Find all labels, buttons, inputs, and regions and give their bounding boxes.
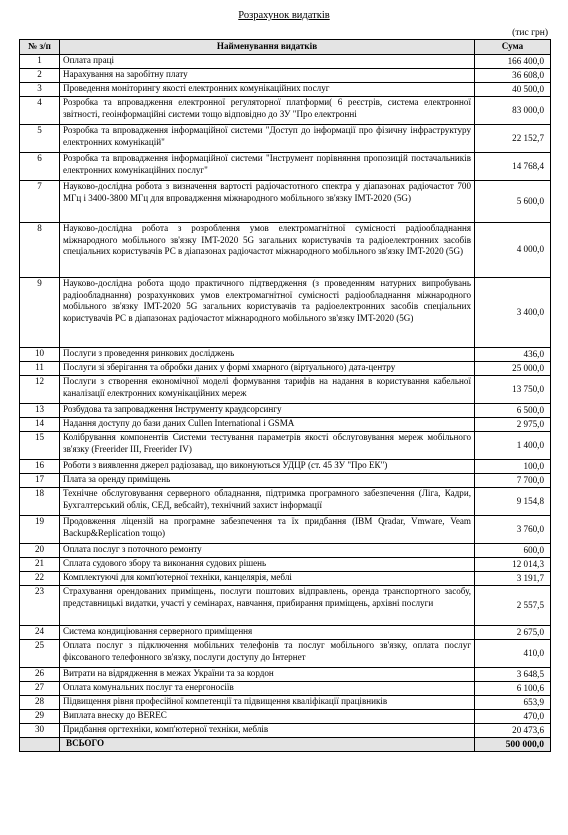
row-description: Науково-дослідна робота щодо практичного підтвердження (з проведенням натурних випробувань радіообладнання) розрахункових умов електромагнітної сумісності радіообладнання міжнародного мобільного зв'язку IMT-2020 5G загальних користувачів та радіоелектронних засобів спеціальних користувачів РС в діапазонах радіочастот міжнародного мобільного зв'язку IMT-2020 (5G) bbox=[60, 278, 475, 348]
row-description: Страхування орендованих приміщень, послуги поштових відправлень, оренда транспортного засобу, представницькі видатки, участі у семінарах, навчання, прибирання приміщень, архівні послуги bbox=[60, 586, 475, 626]
table-row bbox=[20, 460, 551, 474]
table-row bbox=[20, 418, 551, 432]
row-number: 9 bbox=[20, 278, 60, 348]
row-number: 24 bbox=[20, 626, 60, 640]
row-number: 25 bbox=[20, 640, 60, 668]
table-row bbox=[20, 83, 551, 97]
row-sum: 83 000,0 bbox=[475, 97, 551, 125]
table-row bbox=[20, 55, 551, 69]
row-description: Колібрування компонентів Системи тестування параметрів якості обслуговування мереж мобільного зв'язку (Freerider III, Freerider IV) bbox=[60, 432, 475, 460]
table-row bbox=[20, 724, 551, 738]
row-sum: 20 473,6 bbox=[475, 724, 551, 738]
row-number: 20 bbox=[20, 544, 60, 558]
row-number: 14 bbox=[20, 418, 60, 432]
row-description: Роботи з виявлення джерел радіозавад, що виконуються УДЦР (ст. 45 ЗУ "Про ЕК") bbox=[60, 460, 475, 474]
row-number: 4 bbox=[20, 97, 60, 125]
row-sum: 25 000,0 bbox=[475, 362, 551, 376]
row-sum: 3 648,5 bbox=[475, 668, 551, 682]
row-description: Послуги з створення економічної моделі формування тарифів на надання в користування кабельної каналізації електронних комунікаційних мереж bbox=[60, 376, 475, 404]
row-description: Комплектуючі для комп'ютерної техніки, канцелярія, меблі bbox=[60, 572, 475, 586]
row-number: 17 bbox=[20, 474, 60, 488]
row-description: Підвищення рівня професійної компетенції та підвищення кваліфікації працівників bbox=[60, 696, 475, 710]
table-row bbox=[20, 278, 551, 348]
row-number: 19 bbox=[20, 516, 60, 544]
row-sum: 2 975,0 bbox=[475, 418, 551, 432]
table-row bbox=[20, 125, 551, 153]
row-number: 6 bbox=[20, 153, 60, 181]
total-num bbox=[20, 738, 60, 752]
table-row bbox=[20, 572, 551, 586]
row-number: 13 bbox=[20, 404, 60, 418]
row-sum: 470,0 bbox=[475, 710, 551, 724]
row-number: 18 bbox=[20, 488, 60, 516]
row-number: 12 bbox=[20, 376, 60, 404]
row-number: 1 bbox=[20, 55, 60, 69]
table-row bbox=[20, 153, 551, 181]
row-sum: 5 600,0 bbox=[475, 181, 551, 223]
row-description: Проведення моніторингу якості електронних комунікаційних послуг bbox=[60, 83, 475, 97]
row-sum: 3 400,0 bbox=[475, 278, 551, 348]
table-header-row bbox=[20, 40, 551, 55]
row-number: 29 bbox=[20, 710, 60, 724]
row-sum: 653,9 bbox=[475, 696, 551, 710]
row-number: 11 bbox=[20, 362, 60, 376]
row-sum: 1 400,0 bbox=[475, 432, 551, 460]
row-sum: 600,0 bbox=[475, 544, 551, 558]
row-description: Надання доступу до бази даних Cullen International і GSMA bbox=[60, 418, 475, 432]
table-row bbox=[20, 640, 551, 668]
table-row bbox=[20, 223, 551, 278]
row-number: 21 bbox=[20, 558, 60, 572]
row-number: 8 bbox=[20, 223, 60, 278]
table-row bbox=[20, 432, 551, 460]
expenses-table bbox=[19, 39, 551, 752]
header-sum: Сума bbox=[475, 40, 551, 55]
table-row bbox=[20, 181, 551, 223]
table-row bbox=[20, 710, 551, 724]
row-sum: 12 014,3 bbox=[475, 558, 551, 572]
row-number: 22 bbox=[20, 572, 60, 586]
row-number: 30 bbox=[20, 724, 60, 738]
row-description: Оплата комунальних послуг та енергоносіїв bbox=[60, 682, 475, 696]
table-row bbox=[20, 362, 551, 376]
unit-label: (тис грн) bbox=[512, 28, 548, 38]
row-sum: 22 152,7 bbox=[475, 125, 551, 153]
row-sum: 6 100,6 bbox=[475, 682, 551, 696]
header-num: № з/п bbox=[20, 40, 60, 55]
row-sum: 410,0 bbox=[475, 640, 551, 668]
table-row bbox=[20, 404, 551, 418]
row-description: Придбання оргтехніки, комп'ютерної техніки, меблів bbox=[60, 724, 475, 738]
row-sum: 36 608,0 bbox=[475, 69, 551, 83]
row-sum: 2 557,5 bbox=[475, 586, 551, 626]
row-description: Виплата внеску до BEREC bbox=[60, 710, 475, 724]
row-sum: 13 750,0 bbox=[475, 376, 551, 404]
row-sum: 2 675,0 bbox=[475, 626, 551, 640]
table-row bbox=[20, 558, 551, 572]
row-number: 10 bbox=[20, 348, 60, 362]
table-row bbox=[20, 586, 551, 626]
row-description: Розробка та впровадження інформаційної системи "Інструмент порівняння пропозицій постачальників електронних комунікаційних послуг" bbox=[60, 153, 475, 181]
table-row bbox=[20, 69, 551, 83]
row-description: Система кондиціювання серверного приміщення bbox=[60, 626, 475, 640]
row-description: Розробка та впровадження інформаційної системи "Доступ до інформації про фізичну інфраструктуру електронних комунікацій" bbox=[60, 125, 475, 153]
row-description: Оплата послуг з поточного ремонту bbox=[60, 544, 475, 558]
row-number: 27 bbox=[20, 682, 60, 696]
row-sum: 3 760,0 bbox=[475, 516, 551, 544]
row-sum: 436,0 bbox=[475, 348, 551, 362]
row-description: Сплата судового збору та виконання судових рішень bbox=[60, 558, 475, 572]
row-number: 7 bbox=[20, 181, 60, 223]
table-row bbox=[20, 696, 551, 710]
row-description: Оплата праці bbox=[60, 55, 475, 69]
table-row bbox=[20, 516, 551, 544]
row-number: 5 bbox=[20, 125, 60, 153]
row-number: 23 bbox=[20, 586, 60, 626]
row-number: 15 bbox=[20, 432, 60, 460]
row-description: Науково-дослідна робота з розроблення умов електромагнітної сумісності радіообладнання міжнародного мобільного зв'язку IMT-2020 5G загальних користувачів та радіоелектронних засобів спеціальних користувачів РС в діапазонах радіочастот міжнародного мобільного зв'язку IMT-2020 (5G) bbox=[60, 223, 475, 278]
row-description: Технічне обслуговування серверного обладнання, підтримка програмного забезпечення (Ліга, Кадри, Бухгалтерський облік, СЕД, вебсайт), технічний захист інформації bbox=[60, 488, 475, 516]
table-row bbox=[20, 682, 551, 696]
table-body bbox=[20, 55, 551, 752]
row-sum: 3 191,7 bbox=[475, 572, 551, 586]
table-row bbox=[20, 97, 551, 125]
row-number: 26 bbox=[20, 668, 60, 682]
row-description: Послуги з проведення ринкових досліджень bbox=[60, 348, 475, 362]
row-sum: 9 154,8 bbox=[475, 488, 551, 516]
row-description: Послуги зі зберігання та обробки даних у формі хмарного (віртуального) дата-центру bbox=[60, 362, 475, 376]
row-description: Оплата послуг з підключення мобільних телефонів та послуг мобільного зв'язку, оплата послуг фіксованого телефонного зв'язку, послуги доступу до Інтернет bbox=[60, 640, 475, 668]
document-title: Розрахунок видатків bbox=[238, 10, 330, 21]
row-sum: 4 000,0 bbox=[475, 223, 551, 278]
total-row bbox=[20, 738, 551, 752]
row-number: 28 bbox=[20, 696, 60, 710]
row-sum: 166 400,0 bbox=[475, 55, 551, 69]
row-description: Витрати на відрядження в межах України та за кордон bbox=[60, 668, 475, 682]
row-description: Плата за оренду приміщень bbox=[60, 474, 475, 488]
row-description: Розбудова та запровадження Інструменту краудсорсингу bbox=[60, 404, 475, 418]
row-description: Розробка та впровадження електронної регуляторної платформи( 6 реєстрів, система електронної звітності, геоінформаційні системи тощо відповідно до ЗУ "Про електронні bbox=[60, 97, 475, 125]
table-row bbox=[20, 626, 551, 640]
row-sum: 6 500,0 bbox=[475, 404, 551, 418]
row-sum: 40 500,0 bbox=[475, 83, 551, 97]
header-name: Найменування видатків bbox=[60, 40, 475, 55]
row-description: Продовження ліцензій на програмне забезпечення та їх придбання (IBM Qradar, Vmware, Veam Backup&Replication тощо) bbox=[60, 516, 475, 544]
row-description: Нарахування на заробітну плату bbox=[60, 69, 475, 83]
row-sum: 100,0 bbox=[475, 460, 551, 474]
row-sum: 7 700,0 bbox=[475, 474, 551, 488]
row-sum: 14 768,4 bbox=[475, 153, 551, 181]
total-sum: 500 000,0 bbox=[475, 738, 551, 752]
table-row bbox=[20, 348, 551, 362]
row-number: 16 bbox=[20, 460, 60, 474]
table-row bbox=[20, 668, 551, 682]
row-number: 2 bbox=[20, 69, 60, 83]
total-label: ВСЬОГО bbox=[60, 738, 475, 752]
table-row bbox=[20, 544, 551, 558]
row-description: Науково-дослідна робота з визначення вартості радіочастотного спектра у діапазонах радіочастот 700 МГц і 3400-3800 МГц для впровадження міжнародного мобільного зв'язку IMT-2020 (5G) bbox=[60, 181, 475, 223]
row-number: 3 bbox=[20, 83, 60, 97]
table-row bbox=[20, 474, 551, 488]
table-row bbox=[20, 488, 551, 516]
table-row bbox=[20, 376, 551, 404]
